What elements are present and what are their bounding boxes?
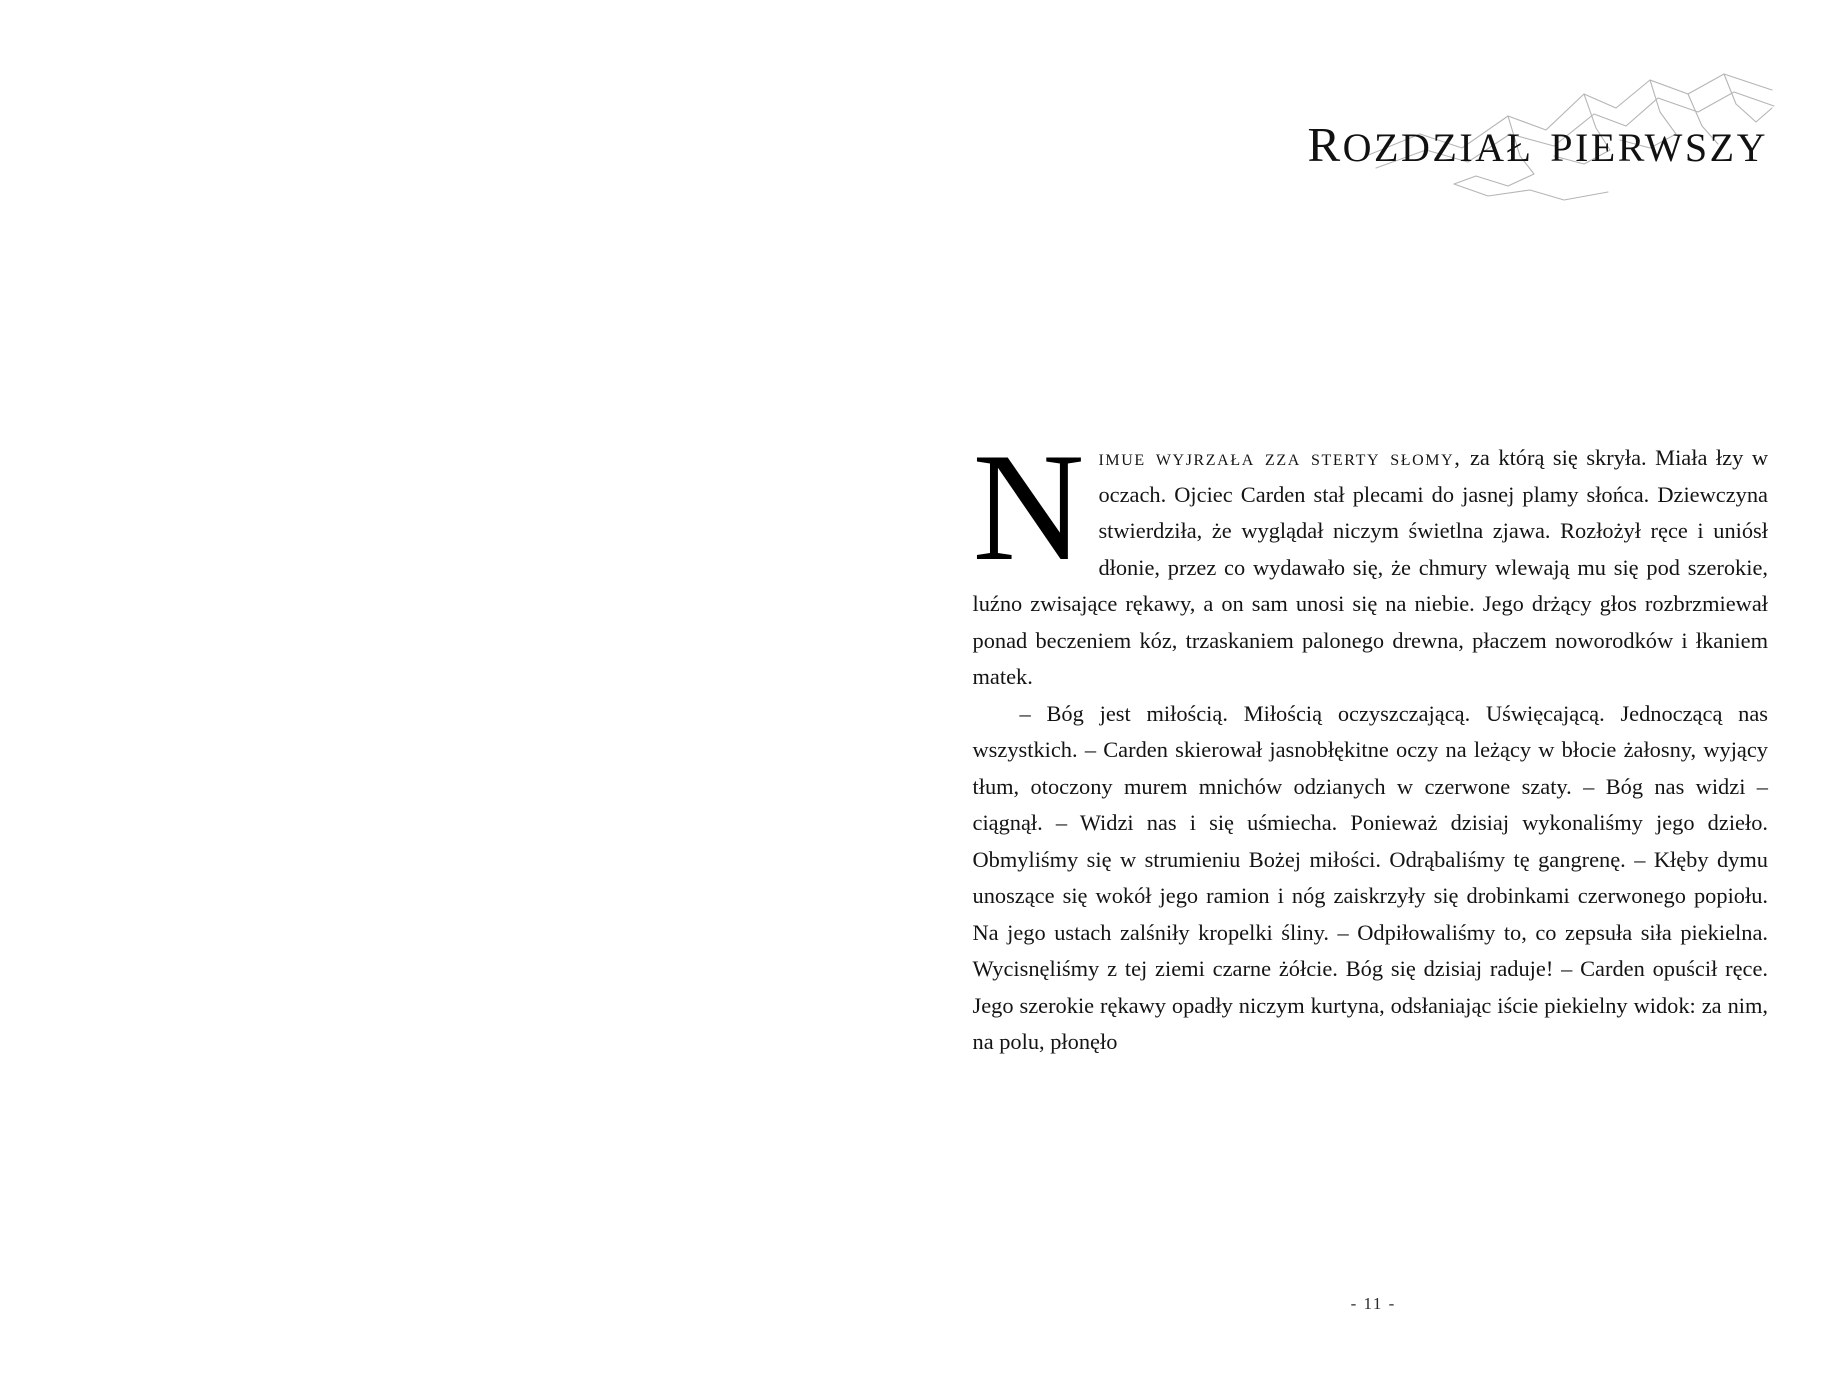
- page-number: - 11 -: [1350, 1294, 1396, 1313]
- paragraph: – Bóg jest miłością. Miłością oczyszczającą. Uświęcającą. Jednoczącą nas wszystkich. – Carden skierował jasnobłękitne oczy na leżący w błocie żałosny, wyjący tłum, otoczony murem mnichów odzianych w czerwone szaty. – Bóg nas widzi – ciągnął. – Widzi nas i się uśmiecha. Ponieważ dzisiaj wykonaliśmy jego dzieło. Obmyliśmy się w strumieniu Bożej miłości. Odrąbaliśmy tę gangrenę. – Kłęby dymu unoszące się wokół jego ramion i nóg zaiskrzyły się drobinkami czerwonego popiołu. Na jego ustach zalśniły kropelki śliny. – Odpiłowaliśmy to, co zepsuła siła piekielna. Wycisnęliśmy z tej ziemi czarne żółcie. Bóg się dzisiaj raduje! – Carden opuścił ręce. Jego szerokie rękawy opadły niczym kurtyna, odsłaniając iście piekielny widok: za nim, na polu, płonęło: [972, 700, 1768, 1054]
- body-text: [972, 421, 1769, 1061]
- first-paragraph: [972, 421, 1769, 696]
- paragraph-text: za którą się skryła. Miała łzy w oczach. Ojciec Carden stał plecami do jasnej plamy słońca. Dziewczyna stwierdziła, że wyglądał niczym świetlna zjawa. Rozłożył ręce i uniósł dłonie, przez co wydawało się, że chmury wlewają mu się pod szerokie, luźno zwisające rękawy, a on sam unosi się na niebie. Jego drżący głos rozbrzmiewał ponad beczeniem kóz, trzaskaniem palonego drewna, płaczem noworodków i łkaniem matek.: [972, 445, 1768, 689]
- lead-in-text: imue wyjrzała zza sterty słomy,: [1098, 445, 1462, 470]
- chapter-header: [1028, 82, 1768, 222]
- drop-cap: N: [972, 421, 1085, 593]
- right-page: [916, 0, 1831, 1388]
- chapter-title: rozdział pierwszy: [1307, 100, 1768, 177]
